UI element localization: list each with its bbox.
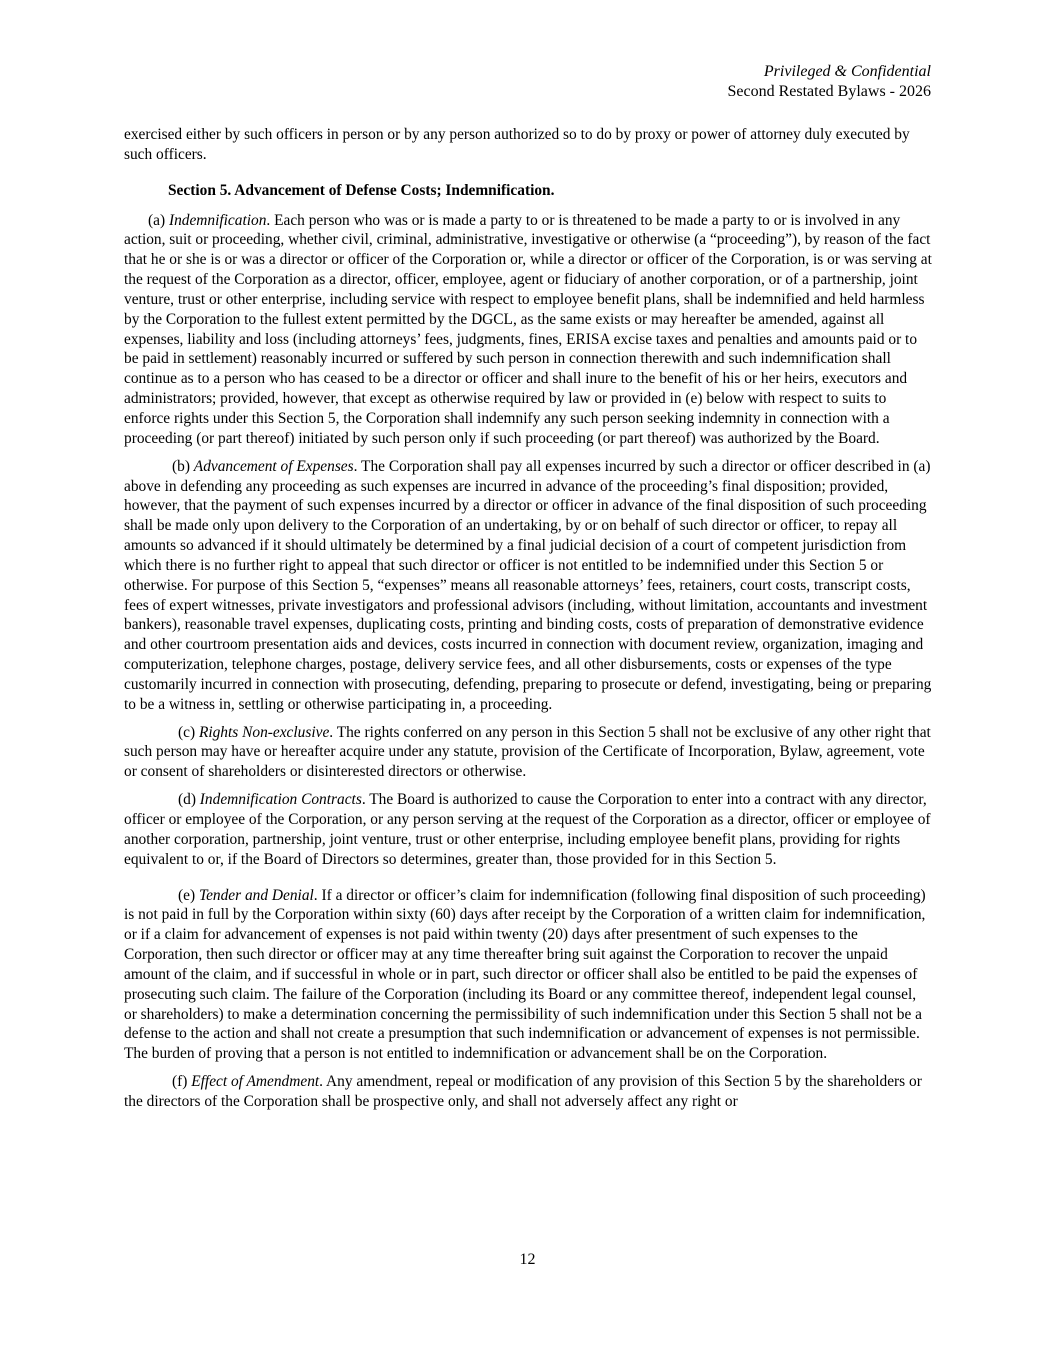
- paragraph-e-marker: (e): [178, 886, 199, 904]
- page-number: 12: [519, 1251, 536, 1268]
- section-heading: Section 5. Advancement of Defense Costs; Indemnification.: [168, 181, 555, 199]
- page-header: [727, 62, 931, 102]
- paragraph-a-marker: (a): [148, 211, 169, 229]
- paragraph-a-text: . Each person who was or is made a party to or is threatened to be made a party to or is involved in any action, suit or proceeding, whether civil, criminal, administrative, investigative or otherwise (a “proceeding”), by reason of the fact that he or she is or was a director or officer of the Corporation or, while a director or officer of the Corporation, is or was serving at the request of the Corporation as a director, officer, employee, agent or fiduciary of another corporation, or of a partnership, joint venture, trust or other enterprise, including service with respect to employee benefit plans, shall be indemnified and held harmless by the Corporation to the fullest extent permitted by the DGCL, as the same exists or may hereafter be amended, against all expenses, liability and loss (including attorneys’ fees, judgments, fines, ERISA excise taxes and penalties and amounts paid or to be paid in settlement) reasonably incurred or suffered by such person in connection therewith and such indemnification shall continue as to a person who has ceased to be a director or officer and shall inure to the benefit of his or her heirs, executors and administrators; provided, however, that except as otherwise required by law or provided in (e) below with respect to suits to enforce rights under this Section 5, the Corporation shall indemnify any such person seeking indemnity in connection with a proceeding (or part thereof) initiated by such person only if such proceeding (or part thereof) was authorized by the Board.: [124, 211, 932, 447]
- paragraph-e: [124, 886, 932, 1065]
- paragraph-f: [124, 1072, 932, 1112]
- paragraph-e-text: . If a director or officer’s claim for indemnification (following final disposition of such proceeding) is not paid in full by the Corporation within sixty (60) days after receipt by the Corporation of a written claim for indemnification, or if a claim for advancement of expenses is not paid within twenty (20) days after presentment of such expenses to the Corporation, then such director or officer may at any time thereafter bring suit against the Corporation to recover the unpaid amount of the claim, and if successful in whole or in part, such director or officer shall also be entitled to be paid the expenses of prosecuting such claim. The failure of the Corporation (including its Board or any committee thereof, independent legal counsel, or shareholders) to make a determination concerning the permissibility of such indemnification under this Section 5 shall not be a defense to the action and shall not create a presumption that such indemnification or advancement of expenses is not permissible. The burden of proving that a person is not entitled to indemnification or advancement shall be on the Corporation.: [124, 886, 926, 1063]
- paragraph-f-text: . Any amendment, repeal or modification of any provision of this Section 5 by the shareholders or the directors of the Corporation shall be prospective only, and shall not adversely affect any right or: [124, 1073, 922, 1110]
- paragraph-c-text: . The rights conferred on any person in this Section 5 shall not be exclusive of any other right that such person may have or hereafter acquire under any statute, provision of the Certificate of Incorporation, Bylaw, agreement, vote or consent of shareholders or disinterested directors or otherwise.: [124, 723, 931, 781]
- paragraph-f-title: Effect of Amendment: [191, 1073, 320, 1091]
- paragraph-c: [124, 723, 932, 783]
- continuation-paragraph: exercised either by such officers in person or by any person authorized so to do by proxy or power of attorney duly executed by such officers.: [124, 126, 910, 163]
- paragraph-c-marker: (c): [178, 723, 199, 741]
- document-body: [124, 125, 932, 1120]
- paragraph-d-title: Indemnification Contracts: [199, 791, 362, 809]
- paragraph-d-marker: (d): [178, 791, 200, 809]
- header-document-title: Second Restated Bylaws - 2026: [727, 83, 931, 100]
- paragraph-b-marker: (b): [172, 457, 194, 475]
- paragraph-d-text: . The Board is authorized to cause the Corporation to enter into a contract with any director, officer or employee of the Corporation, or any person serving at the request of the Corporation as a director, officer or employee of another corporation, partnership, joint venture, trust or other enterprise, including employee benefit plans, providing for rights equivalent to or, if the Board of Directors so determines, greater than, those provided for in this Section 5.: [124, 791, 931, 868]
- paragraph-f-marker: (f): [172, 1073, 192, 1091]
- paragraph-e-title: Tender and Denial: [198, 886, 314, 904]
- paragraph-d: [124, 790, 932, 869]
- paragraph-b-text: . The Corporation shall pay all expenses incurred by such a director or officer described in (a) above in defending any proceeding as such expenses are incurred in advance of the proceeding’s final disposition; provided, however, that the payment of such expenses incurred by a director or officer in advance of the final disposition of such proceeding shall be made only upon delivery to the Corporation of an undertaking, by or on behalf of such director or officer, to repay all amounts so advanced if it should ultimately be determined by a final judicial decision of a court of competent jurisdiction from which there is no further right to appeal that such director or officer is not entitled to be indemnified under this Section 5 or otherwise. For purpose of this Section 5, “expenses” means all reasonable attorneys’ fees, retainers, court costs, transcript costs, fees of expert witnesses, private investigators and professional advisors (including, without limitation, accountants and investment bankers), reasonable travel expenses, duplicating costs, printing and binding costs, costs of preparation of demonstrative evidence and other courtroom presentation aids and devices, costs incurred in connection with document review, organization, imaging and computerization, telephone charges, postage, delivery service fees, and all other disbursements, costs or expenses of the type customarily incurred in connection with prosecuting, defending, preparing to prosecute or defend, investigating, being or preparing to be a witness in, settling or otherwise participating in, a proceeding.: [124, 457, 932, 713]
- paragraph-a-title: Indemnification: [168, 211, 267, 229]
- paragraph-a: [124, 211, 932, 449]
- header-confidentiality: Privileged & Confidential: [763, 63, 931, 80]
- paragraph-c-title: Rights Non-exclusive: [198, 723, 330, 741]
- paragraph-b-title: Advancement of Expenses: [193, 457, 354, 475]
- paragraph-b: [124, 457, 932, 715]
